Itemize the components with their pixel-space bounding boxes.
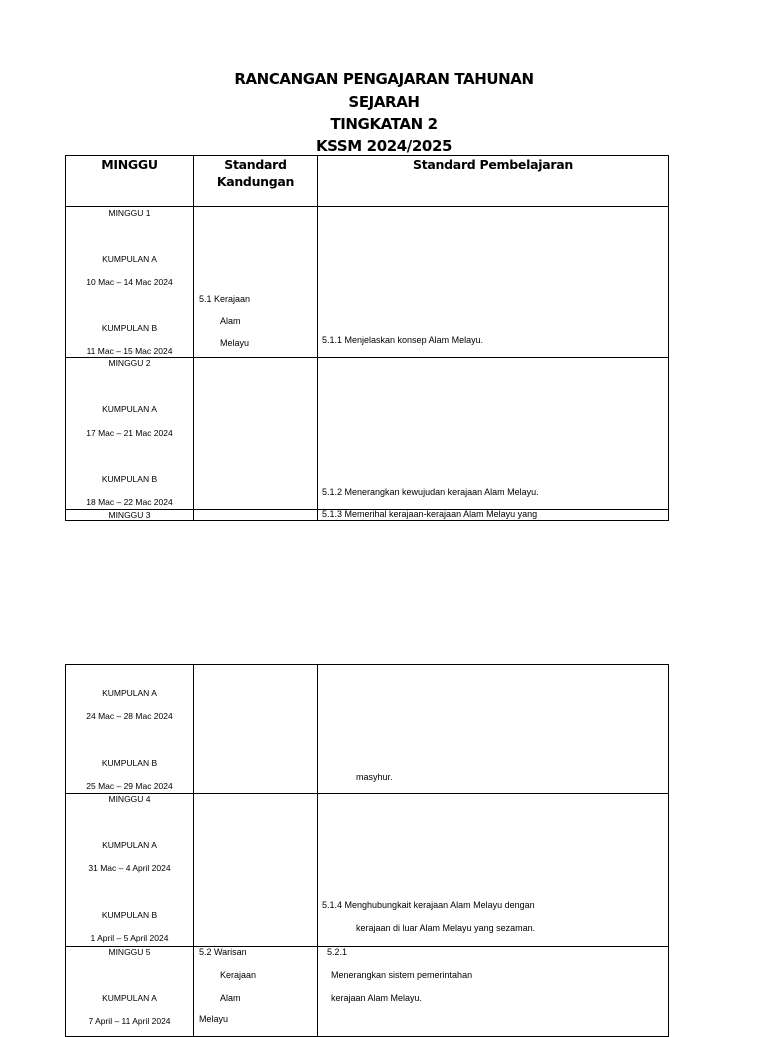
sk-line: 5.2 Warisan xyxy=(199,947,247,957)
sp-line: kerajaan Alam Melayu. xyxy=(331,993,423,1003)
group-a-date: 7 April – 11 April 2024 xyxy=(88,1016,171,1026)
header-row xyxy=(66,156,669,207)
week-cell xyxy=(66,510,194,521)
sk-cell xyxy=(194,794,318,947)
week-cell xyxy=(66,794,194,947)
week-label: MINGGU 3 xyxy=(108,510,151,520)
table-row xyxy=(66,207,669,358)
table-row xyxy=(66,794,669,947)
group-a-label: KUMPULAN A xyxy=(102,993,157,1003)
sk-cell xyxy=(194,665,318,794)
group-a-label: KUMPULAN A xyxy=(102,404,157,414)
sk-cell xyxy=(194,207,318,358)
group-b-date: 1 April – 5 April 2024 xyxy=(90,933,169,943)
sp-cell xyxy=(318,947,669,1037)
sk-line: Melayu xyxy=(199,1014,229,1024)
week-cell xyxy=(66,207,194,358)
sp-line: Menerangkan sistem pemerintahan xyxy=(331,970,473,980)
sk-cell xyxy=(194,358,318,510)
sp-line: 5.1.3 Memerihal kerajaan-kerajaan Alam Melayu yang xyxy=(322,509,538,519)
group-a-date: 31 Mac – 4 April 2024 xyxy=(88,863,171,873)
title-line-4: KSSM 2024/2025 xyxy=(315,137,453,155)
week-cell xyxy=(66,665,194,794)
title-line-1: RANCANGAN PENGAJARAN TAHUNAN xyxy=(234,70,534,88)
group-b-label: KUMPULAN B xyxy=(101,323,158,333)
sp-cell xyxy=(318,794,669,947)
table-row xyxy=(66,510,669,521)
week-label: MINGGU 2 xyxy=(108,358,151,368)
group-a-date: 24 Mac – 28 Mac 2024 xyxy=(86,711,173,721)
group-b-label: KUMPULAN B xyxy=(101,474,158,484)
sk-cell xyxy=(194,510,318,521)
table-row xyxy=(66,665,669,794)
sk-line: Kerajaan xyxy=(220,970,257,980)
group-a-date: 17 Mac – 21 Mac 2024 xyxy=(86,428,173,438)
rpt-table-page1 xyxy=(65,155,669,521)
header-standard-kandungan: Standard Kandungan xyxy=(194,156,318,207)
table-row xyxy=(66,358,669,510)
sp-cell xyxy=(318,207,669,358)
group-a-label: KUMPULAN A xyxy=(102,840,157,850)
sk-line: Alam xyxy=(220,316,241,326)
group-a-date: 10 Mac – 14 Mac 2024 xyxy=(86,277,173,287)
sk-line: Melayu xyxy=(220,338,250,348)
sp-cell xyxy=(318,665,669,794)
sk-cell xyxy=(194,947,318,1037)
group-b-date: 18 Mac – 22 Mac 2024 xyxy=(86,497,173,507)
sp-cell xyxy=(318,358,669,510)
sk-line: 5.1 Kerajaan xyxy=(199,294,251,304)
group-b-label: KUMPULAN B xyxy=(101,758,158,768)
sp-line: 5.1.2 Menerangkan kewujudan kerajaan Alam Melayu. xyxy=(322,487,539,497)
group-b-date: 11 Mac – 15 Mac 2024 xyxy=(86,346,173,356)
table-row xyxy=(66,947,669,1037)
group-b-date: 25 Mac – 29 Mac 2024 xyxy=(86,781,173,791)
group-a-label: KUMPULAN A xyxy=(102,688,157,698)
title-line-3: TINGKATAN 2 xyxy=(330,115,438,133)
sp-line: masyhur. xyxy=(356,772,393,782)
title-line-2: SEJARAH xyxy=(348,93,420,111)
group-b-label: KUMPULAN B xyxy=(101,910,158,920)
sp-cell xyxy=(318,510,669,521)
header-minggu: MINGGU xyxy=(66,156,194,207)
sp-line: 5.1.4 Menghubungkait kerajaan Alam Melayu dengan xyxy=(322,900,535,910)
header-standard-pembelajaran: Standard Pembelajaran xyxy=(318,156,669,207)
sp-line: 5.1.1 Menjelaskan konsep Alam Melayu. xyxy=(322,335,484,345)
week-label: MINGGU 5 xyxy=(108,947,151,957)
week-label: MINGGU 4 xyxy=(108,794,151,804)
rpt-table-page2 xyxy=(65,664,669,1037)
week-cell xyxy=(66,358,194,510)
sp-line: 5.2.1 xyxy=(327,947,348,957)
sp-line: kerajaan di luar Alam Melayu yang sezaman. xyxy=(356,923,536,933)
week-cell xyxy=(66,947,194,1037)
week-label: MINGGU 1 xyxy=(108,208,151,218)
group-a-label: KUMPULAN A xyxy=(102,254,157,264)
sk-line: Alam xyxy=(220,993,241,1003)
